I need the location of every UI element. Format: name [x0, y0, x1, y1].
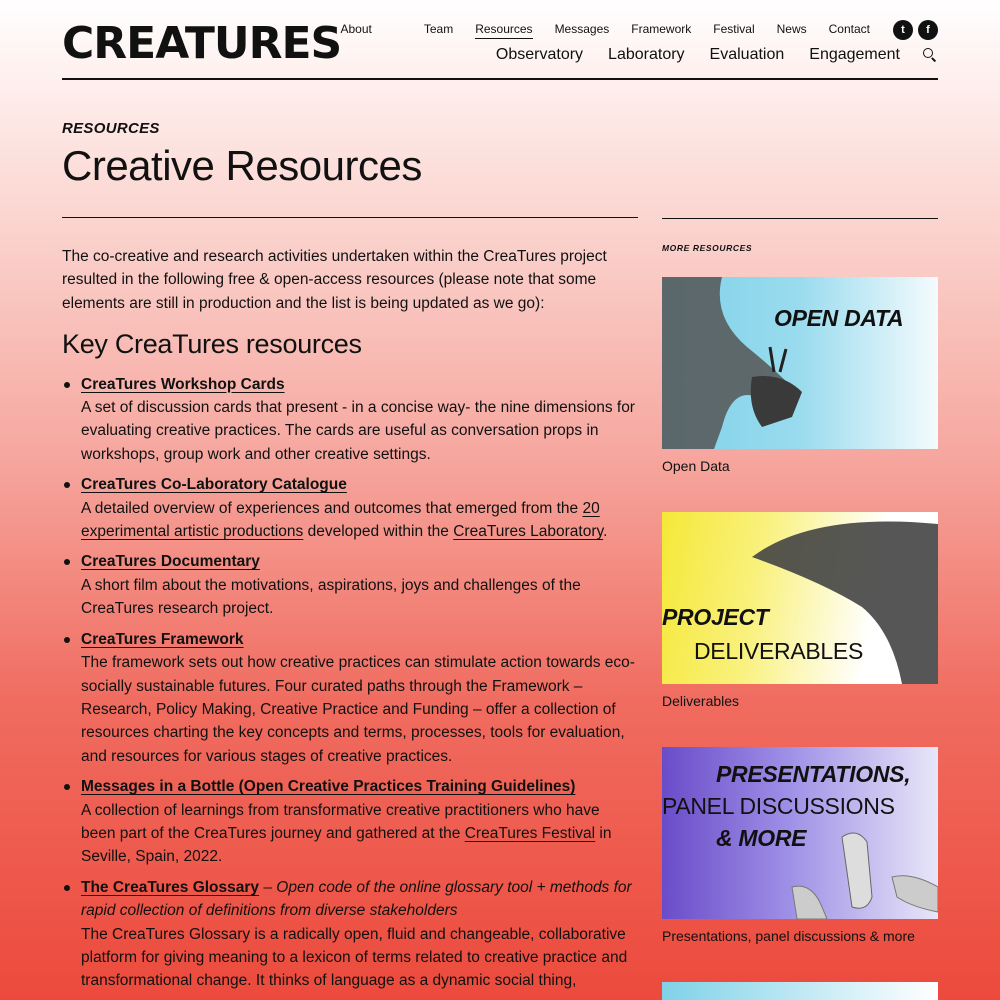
- resource-card[interactable]: [662, 982, 938, 1000]
- resource-link-framework[interactable]: CreaTures Framework: [81, 630, 244, 648]
- resource-description: The framework sets out how creative practices can stimulate action towards eco-socially sustainable futures. Four curated paths through the Framework – Research, Policy Making, Creative Practice and Funding – offer a collection of resources charting the key concepts and terms, processes, tools for evaluation, and resources for various stages of creative practices.: [81, 654, 635, 765]
- resource-list: [62, 373, 638, 993]
- resource-subtitle: – Open code of the online glossary tool + methods for rapid collection of definitions from diverse stakeholders: [81, 878, 632, 920]
- nav-laboratory[interactable]: Laboratory: [608, 46, 685, 63]
- list-item: [62, 550, 638, 620]
- list-item: [62, 876, 638, 993]
- nav-about[interactable]: About: [340, 22, 372, 36]
- site-header: [62, 0, 938, 80]
- resource-link-workshop-cards[interactable]: CreaTures Workshop Cards: [81, 375, 285, 393]
- resource-description: developed within the: [303, 523, 454, 541]
- resource-description: A short film about the motivations, aspirations, joys and challenges of the CreaTures research project.: [81, 576, 581, 618]
- search-icon[interactable]: [922, 47, 938, 63]
- resource-card-deliverables[interactable]: [662, 512, 938, 709]
- resource-description: The CreaTures Glossary is a radically open, fluid and changeable, collaborative platform for giving meaning to a lexicon of terms related to creative practice and transformational change. It thinks of language as a dynamic social thing,: [81, 925, 628, 990]
- card-image-text: PROJECT: [662, 604, 769, 630]
- card-image: [662, 982, 938, 1000]
- link-creatures-festival[interactable]: CreaTures Festival: [464, 824, 596, 842]
- card-image: [662, 747, 938, 919]
- nav-observatory[interactable]: Observatory: [495, 46, 584, 63]
- resource-link-messages-in-a-bottle[interactable]: Messages in a Bottle (Open Creative Practices Training Guidelines): [81, 778, 576, 796]
- social-links: [888, 20, 938, 40]
- nav-engagement[interactable]: Engagement: [809, 46, 900, 63]
- list-item: [62, 473, 638, 543]
- resource-link-glossary[interactable]: The CreaTures Glossary: [81, 878, 260, 896]
- list-item: [62, 373, 638, 467]
- nav-news[interactable]: News: [776, 22, 807, 36]
- nav-resources[interactable]: Resources: [475, 22, 532, 39]
- card-image: [662, 277, 938, 449]
- card-image-text: & MORE: [716, 825, 807, 851]
- resource-link-documentary[interactable]: CreaTures Documentary: [81, 553, 260, 571]
- main-nav: [471, 46, 938, 64]
- card-image: [662, 512, 938, 684]
- wing-illustration-icon: [662, 277, 938, 449]
- page-eyebrow: RESOURCES: [62, 120, 160, 137]
- facebook-icon[interactable]: f: [918, 20, 938, 40]
- card-image-text: PANEL DISCUSSIONS: [662, 793, 895, 819]
- page-title: Creative Resources: [62, 142, 422, 189]
- nav-messages[interactable]: Messages: [554, 22, 610, 36]
- nav-team[interactable]: Team: [423, 22, 454, 36]
- nav-festival[interactable]: Festival: [713, 22, 755, 36]
- main-content: [62, 245, 638, 1000]
- nav-evaluation[interactable]: Evaluation: [709, 46, 785, 63]
- site-logo[interactable]: CREATURES: [62, 18, 342, 69]
- resource-description: .: [603, 523, 608, 541]
- resource-description: A collection of learnings from transformative creative practitioners who have been part of the CreaTures journey and gathered at the: [81, 801, 600, 842]
- section-title: Key CreaTures resources: [62, 329, 362, 360]
- resource-card-open-data[interactable]: [662, 277, 938, 474]
- card-caption: Deliverables: [662, 693, 740, 709]
- twitter-icon[interactable]: t: [893, 20, 913, 40]
- link-experimental-productions[interactable]: 20 experimental artistic productions: [81, 499, 600, 541]
- card-image-text: DELIVERABLES: [694, 638, 863, 664]
- card-image-text: OPEN DATA: [774, 305, 904, 331]
- card-image-text: PRESENTATIONS,: [716, 761, 911, 787]
- resource-description: A detailed overview of experiences and outcomes that emerged from the: [81, 499, 583, 517]
- link-creatures-laboratory[interactable]: CreaTures Laboratory: [453, 523, 604, 541]
- card-caption: Presentations, panel discussions & more: [662, 928, 915, 944]
- intro-paragraph: The co-creative and research activities undertaken within the CreaTures project resulted in the following free & open-access resources (please note that some elements are still in production and the list is being updated as we go):: [62, 248, 607, 312]
- nav-contact[interactable]: Contact: [828, 22, 870, 36]
- nav-framework[interactable]: Framework: [631, 22, 692, 36]
- list-item: [62, 628, 638, 768]
- card-caption: Open Data: [662, 458, 730, 474]
- resource-description: in Seville, Spain, 2022.: [81, 824, 612, 866]
- content-divider: [62, 217, 638, 218]
- top-nav: [319, 20, 939, 40]
- sidebar-divider: [662, 218, 938, 219]
- list-item: [62, 775, 638, 869]
- resource-card-presentations[interactable]: [662, 747, 938, 944]
- resource-link-catalogue[interactable]: CreaTures Co-Laboratory Catalogue: [81, 476, 347, 494]
- sidebar-label: MORE RESOURCES: [662, 243, 753, 253]
- resource-description: A set of discussion cards that present - in a concise way- the nine dimensions for evaluating creative practices. The cards are useful as conversation props in workshops, group work and other creative settings.: [81, 399, 635, 463]
